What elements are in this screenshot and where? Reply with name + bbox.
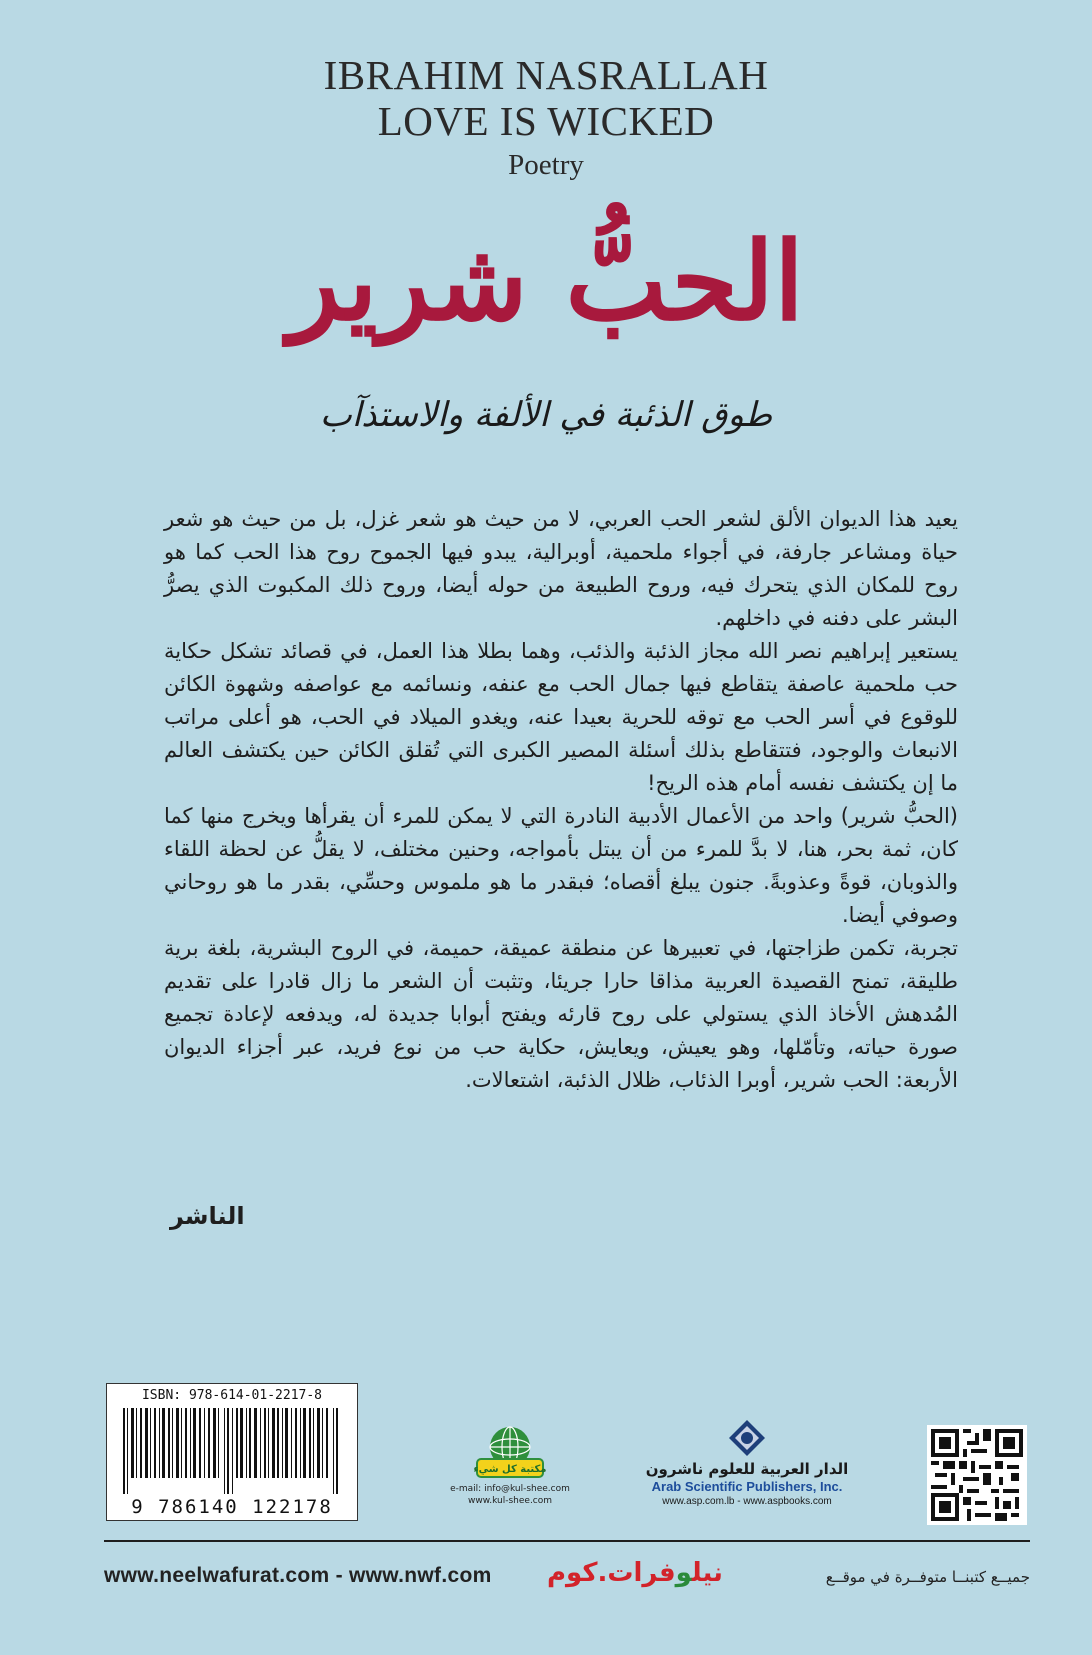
book-title-english: LOVE IS WICKED: [377, 98, 715, 144]
blurb-paragraph-4: تجربة، تكمن طزاجتها، في تعبيرها عن منطقة عميقة، حميمة، في الروح البشرية، بلغة برية طليقة، تمنح القصيدة العربية مذاقا حارا جريئا، وتثبت أن الشعر ما زال قادرا على تقديم المُدهش الأخاذ الذي يستولي على روح قارئه ويفتح أبوابا جديدة له، ويدفعه لإعادة تجميع صورة حياته، وتأمّلها، وهو يعيش، ويعايش، حكاية حب من نوع فريد، عبر أجزاء الديوان الأربعة: الحب شرير، أوبرا الذئاب، ظلال الذئبة، اشتعالات.: [164, 936, 958, 1092]
asp-publisher-block: [632, 1418, 862, 1528]
kul-shee-logo-text: مكتبة كل شيء: [473, 1464, 547, 1475]
asp-name-english: Arab Scientific Publishers, Inc.: [651, 1479, 843, 1494]
asp-emblem-icon: [727, 1418, 767, 1458]
barcode-bars: [117, 1408, 347, 1494]
cover-header: [0, 52, 1092, 186]
qr-code-icon: [927, 1425, 1027, 1525]
neelwafurat-logo: [547, 1558, 723, 1588]
publisher-signature: الناشر: [170, 1202, 245, 1230]
nwf-logo-part-4: .كوم: [547, 1558, 608, 1588]
nwf-logo-part-1: نيل: [691, 1558, 723, 1588]
isbn-barcode: [106, 1383, 358, 1521]
genre-label: Poetry: [508, 149, 584, 181]
availability-note: جميــع كتبنــا متوفــرة في موقــع: [825, 1568, 1030, 1586]
footer-bar: [104, 1558, 1030, 1598]
blurb-paragraph-1: يعيد هذا الديوان الألق لشعر الحب العربي، لا من حيث هو شعر غزل، بل من حيث هو شعر حياة ومشاعر جارفة، في أجواء ملحمية، أوبرالية، يبدو فيها الجموح روح هذا الحب كما هو روح للمكان الذي يتحرك فيه، وروح الطبيعة من حوله أيضا، وروح ذلك المكبوت الذي يصرُّ البشر على دفنه في داخلهم.: [164, 507, 958, 630]
isbn-number: 9 786140 122178: [131, 1496, 333, 1518]
nwf-logo-part-3: فرات: [607, 1558, 676, 1588]
globe-icon: [471, 1425, 549, 1483]
kul-shee-website: www.kul-shee.com: [467, 1496, 553, 1506]
isbn-label: ISBN: 978-614-01-2217-8: [141, 1388, 322, 1403]
asp-websites: www.asp.com.lb - www.aspbooks.com: [662, 1496, 832, 1507]
kul-shee-email: e-mail: info@kul-shee.com: [450, 1484, 570, 1494]
author-name: IBRAHIM NASRALLAH: [323, 52, 769, 98]
nwf-logo-part-2: و: [675, 1558, 692, 1588]
bookstore-urls[interactable]: www.neelwafurat.com - www.nwf.com: [104, 1564, 492, 1587]
blurb-paragraph-2: يستعير إبراهيم نصر الله مجاز الذئبة والذئب، وهما بطلا هذا العمل، في قصائد تشكل حكاية حب ملحمية عاصفة يتقاطع فيها جمال الحب مع عنفه، ونسائمه مع عواصفه وشهوة الكائن للوقوع في أسر الحب مع توقه للحرية بعيدا عنه، ويغدو الميلاد في الحب، هو أعلى مراتب الانبعاث والوجود، فتتقاطع بذلك أسئلة المصير الكبرى التي تُقلق الكائن حين يكتشف العالم ما إن يكتشف نفسه أمام هذه الريح!: [164, 639, 958, 795]
footer-divider: [104, 1540, 1030, 1542]
kul-shee-logo-block: [430, 1425, 590, 1525]
blurb-paragraph-3: (الحبُّ شرير) واحد من الأعمال الأدبية النادرة التي لا يمكن للمرء أن يقرأها ويخرج منها كما كان، ثمة بحر، هنا، لا بدَّ للمرء من أن يبتل بأمواجه، وحنين مختلف، لا يقلُّ عن لحظة اللقاء والذوبان، قوةً وعذوبةً. جنون يبلغ أقصاه؛ فبقدر ما هو ملموس وحسِّي، بقدر ما هو روحاني وصوفي أيضا.: [164, 804, 958, 927]
book-title-arabic: الحبُّ شرير: [287, 219, 804, 345]
book-subtitle-arabic: طوق الذئبة في الألفة والاستذآب: [319, 395, 773, 435]
asp-name-arabic: الدار العربية للعلوم ناشرون: [645, 1460, 849, 1478]
blurb-text: [164, 503, 958, 1097]
